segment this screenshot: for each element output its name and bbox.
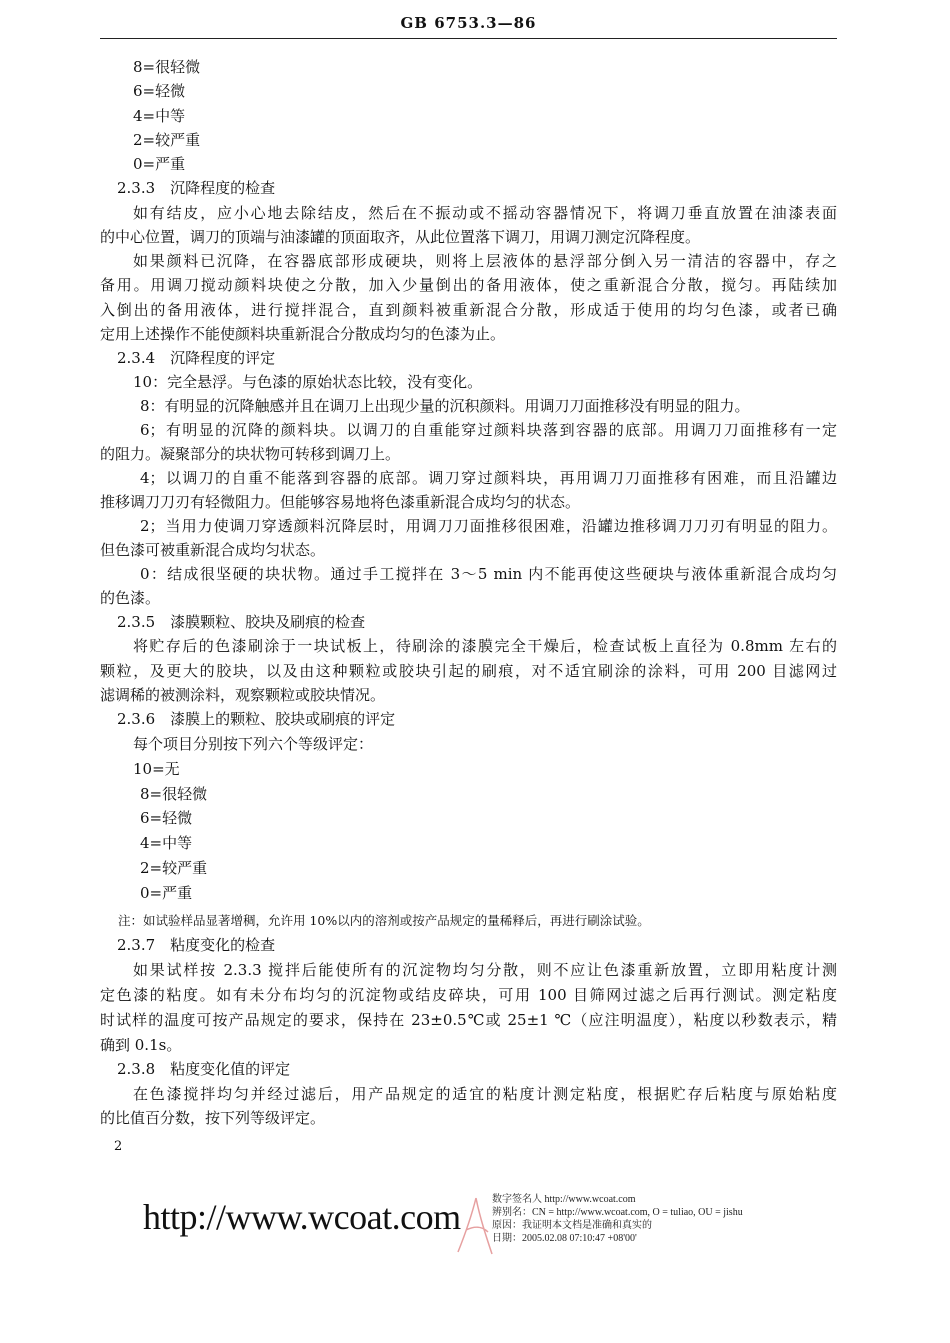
text-line: 将贮存后的色漆刷涂于一块试板上，待刷涂的漆膜完全干燥后，检查试板上直径为 0.8mm 左右的 — [133, 637, 837, 655]
text-line: 定用上述操作不能使颜料块重新混合分散成均匀的色漆为止。 — [100, 325, 506, 343]
text-line: 6=轻微 — [133, 82, 186, 100]
footer-url[interactable]: http://www.wcoat.com — [143, 1197, 461, 1237]
text-line: 8=很轻微 — [133, 58, 201, 76]
text-line: 的阻力。凝聚部分的块状物可转移到调刀上。 — [100, 445, 401, 463]
text-line: 2；当用力使调刀穿透颜料沉降层时，用调刀刀面推移很困难，沿罐边推移调刀刀刃有明显的阻力。 — [140, 517, 837, 535]
text-line: 6=轻微 — [140, 809, 193, 827]
text-line: 6；有明显的沉降的颜料块。以调刀的自重能穿过颜料块落到容器的底部。用调刀刀面推移有一定 — [140, 421, 837, 439]
text-line: 10=无 — [133, 760, 180, 778]
text-line: 2.3.5 漆膜颗粒、胶块及刷痕的检查 — [117, 613, 366, 631]
text-line: 确到 0.1s。 — [100, 1036, 182, 1054]
text-line: 每个项目分别按下列六个等级评定： — [133, 735, 374, 753]
text-line: 在色漆搅拌均匀并经过滤后，用产品规定的适宜的粘度计测定粘度，根据贮存后粘度与原始粘度 — [133, 1085, 837, 1103]
text-line: 2=较严重 — [133, 131, 201, 149]
text-line: 4=中等 — [140, 834, 193, 852]
text-line: 但色漆可被重新混合成均匀状态。 — [100, 541, 326, 559]
text-line: 定色漆的粘度。如有未分布均匀的沉淀物或结皮碎块，可用 100 目筛网过滤之后再行测试。测定粘度 — [100, 986, 837, 1004]
text-line: 0=严重 — [140, 884, 193, 902]
text-line: 入倒出的备用液体，进行搅拌混合，直到颜料被重新混合分散，形成适于使用的均匀色漆，或者已确 — [100, 301, 837, 319]
text-line: 推移调刀刀刃有轻微阻力。但能够容易地将色漆重新混合成均匀的状态。 — [100, 493, 581, 511]
text-line: 2.3.6 漆膜上的颗粒、胶块或刷痕的评定 — [117, 710, 396, 728]
text-line: 8：有明显的沉降触感并且在调刀上出现少量的沉积颜料。用调刀刀面推移没有明显的阻力。 — [140, 397, 750, 415]
signature-date: 日期：2005.02.08 07:10:47 +08'00' — [492, 1233, 637, 1244]
text-line: 的色漆。 — [100, 589, 161, 607]
text-line: 如果颜料已沉降，在容器底部形成硬块，则将上层液体的悬浮部分倒入另一清洁的容器中，存之 — [133, 252, 837, 270]
text-line: 的比值百分数，按下列等级评定。 — [100, 1109, 326, 1127]
text-line: 的中心位置，调刀的顶端与油漆罐的顶面取齐，从此位置落下调刀，用调刀测定沉降程度。 — [100, 228, 701, 246]
page-number: 2 — [114, 1139, 123, 1154]
text-line: 时试样的温度可按产品规定的要求，保持在 23±0.5℃或 25±1 ℃（应注明温度），粘度以秒数表示，精 — [100, 1011, 837, 1029]
text-line: 注：如试验样品显著增稠，允许用 10%以内的溶剂或按产品规定的量稀释后，再进行刷涂试验。 — [118, 913, 650, 928]
text-line: 滤调稀的被测涂料，观察颗粒或胶块情况。 — [100, 686, 386, 704]
text-line: 4=中等 — [133, 107, 186, 125]
text-line: 2.3.3 沉降程度的检查 — [117, 179, 276, 197]
text-line: 2=较严重 — [140, 859, 208, 877]
header-rule — [100, 38, 837, 39]
text-line: 如有结皮，应小心地去除结皮，然后在不振动或不摇动容器情况下，将调刀垂直放置在油漆表面 — [133, 204, 837, 222]
signature-reason: 原因：我证明本文档是准确和真实的 — [492, 1220, 652, 1231]
text-line: 如果试样按 2.3.3 搅拌后能使所有的沉淀物均匀分散，则不应让色漆重新放置，立即用粘度计测 — [133, 961, 837, 979]
text-line: 0：结成很坚硬的块状物。通过手工搅拌在 3～5 min 内不能再使这些硬块与液体重新混合成均匀 — [140, 565, 837, 583]
text-line: 10：完全悬浮。与色漆的原始状态比较，没有变化。 — [133, 373, 483, 391]
signature-stamp-icon — [452, 1192, 496, 1258]
text-line: 4；以调刀的自重不能落到容器的底部。调刀穿过颜料块，再用调刀刀面推移有困难，而且沿罐边 — [140, 469, 837, 487]
text-line: 颗粒，及更大的胶块，以及由这种颗粒或胶块引起的刷痕，对不适宜刷涂的涂料，可用 200 目滤网过 — [100, 662, 837, 680]
text-line: 备用。用调刀搅动颜料块使之分散，加入少量倒出的备用液体，使之重新混合分散，搅匀。再陆续加 — [100, 276, 837, 294]
text-line: 2.3.4 沉降程度的评定 — [117, 349, 276, 367]
signature-dn: 辨别名：CN = http://www.wcoat.com, O = tuliao, OU = jishu — [492, 1207, 743, 1218]
text-line: 8=很轻微 — [140, 785, 208, 803]
page-header-title: GB 6753.3—86 — [400, 14, 537, 32]
text-line: 2.3.8 粘度变化值的评定 — [117, 1060, 291, 1078]
signature-signer: 数字签名人 http://www.wcoat.com — [492, 1194, 636, 1205]
text-line: 2.3.7 粘度变化的检查 — [117, 936, 276, 954]
text-line: 0=严重 — [133, 155, 186, 173]
